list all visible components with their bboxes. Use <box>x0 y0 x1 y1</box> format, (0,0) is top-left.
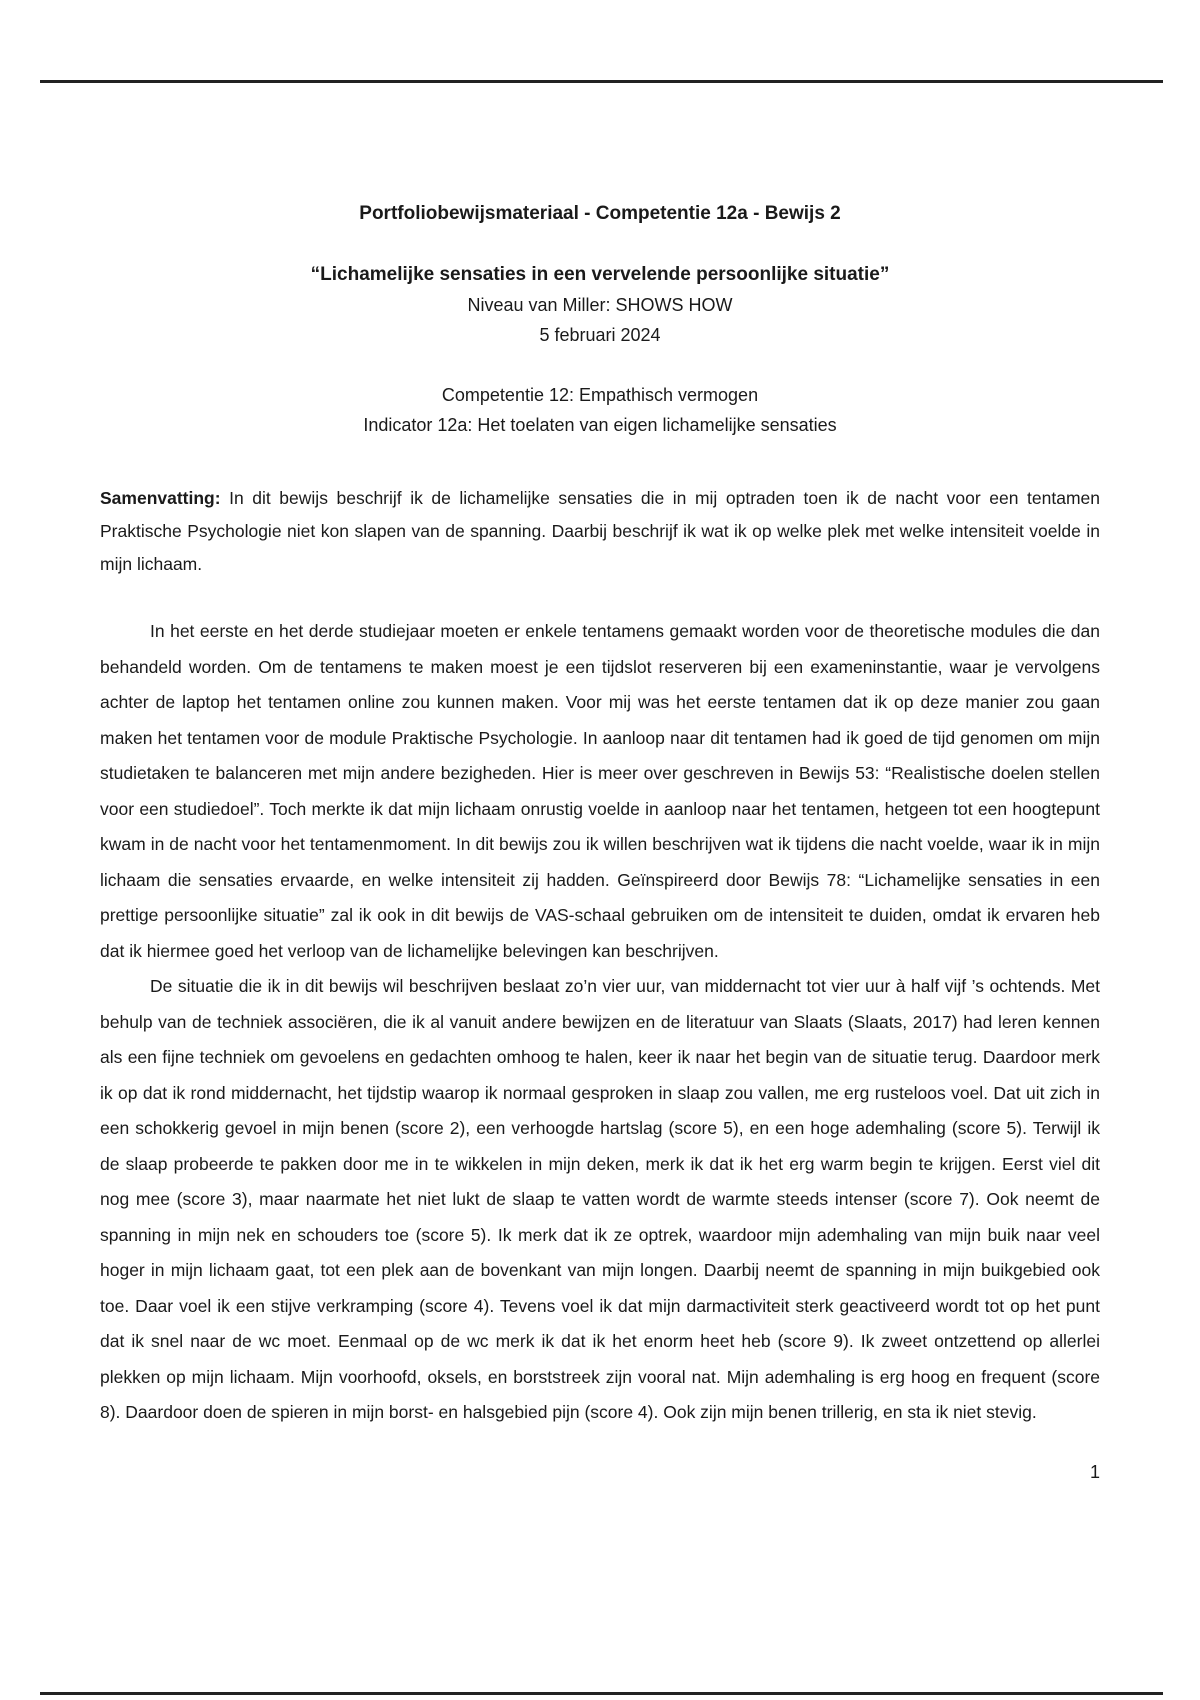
document-title: Portfoliobewijsmateriaal - Competentie 12a - Bewijs 2 <box>359 203 841 224</box>
document-date: 5 februari 2024 <box>539 325 661 345</box>
competence-line: Competentie 12: Empathisch vermogen <box>441 385 759 405</box>
body-paragraph-1: In het eerste en het derde studiejaar moeten er enkele tentamens gemaakt worden voor de theoretische modules die dan behandeld worden. Om de tentamens te maken moest je een tijdslot reserveren bij een exameninstantie, waar je vervolgens achter de laptop het tentamen online zou kunnen maken. Voor mij was het eerste tentamen dat ik op deze manier zou gaan maken het tentamen voor de module Praktische Psychologie. In aanloop naar dit tentamen had ik goed de tijd genomen om mijn studietaken te balanceren met mijn andere bezigheden. Hier is meer over geschreven in Bewijs 53: “Realistische doelen stellen voor een studiedoel”. Toch merkte ik dat mijn lichaam onrustig voelde in aanloop naar het tentamen, hetgeen tot een hoogtepunt kwam in de nacht voor het tentamenmoment. In dit bewijs zou ik willen beschrijven wat ik tijdens die nacht voelde, waar ik in mijn lichaam die sensaties ervaarde, en welke intensiteit zij hadden. Geïnspireerd door Bewijs 78: “Lichamelijke sensaties in een prettige persoonlijke situatie” zal ik ook in dit bewijs de VAS-schaal gebruiken om de intensiteit te duiden, omdat ik ervaren heb dat ik hiermee goed het verloop van de lichamelijke belevingen kan beschrijven. <box>100 621 1100 961</box>
miller-level: Niveau van Miller: SHOWS HOW <box>467 295 733 315</box>
summary-paragraph <box>100 482 1100 581</box>
bottom-rule <box>40 1692 1163 1695</box>
top-rule <box>40 80 1163 83</box>
summary-text: In dit bewijs beschrijf ik de lichamelijke sensaties die in mij optraden toen ik de nacht voor een tentamen Praktische Psychologie niet kon slapen van de spanning. Daarbij beschrijf ik wat ik op welke plek met welke intensiteit voelde in mijn lichaam. <box>100 488 1100 574</box>
document-header <box>100 200 1100 440</box>
document-subtitle: “Lichamelijke sensaties in een vervelende persoonlijke situatie” <box>310 264 890 285</box>
summary-label: Samenvatting: <box>100 488 221 508</box>
document-page <box>100 200 1100 1431</box>
indicator-line: Indicator 12a: Het toelaten van eigen lichamelijke sensaties <box>363 415 837 435</box>
body-paragraph-2: De situatie die ik in dit bewijs wil beschrijven beslaat zo’n vier uur, van middernacht tot vier uur à half vijf ’s ochtends. Met behulp van de techniek associëren, die ik al vanuit andere bewijzen en de literatuur van Slaats (Slaats, 2017) had leren kennen als een fijne techniek om gevoelens en gedachten omhoog te halen, keer ik naar het begin van de situatie terug. Daardoor merk ik op dat ik rond middernacht, het tijdstip waarop ik normaal gesproken in slaap zou vallen, me erg rusteloos voel. Dat uit zich in een schokkerig gevoel in mijn benen (score 2), een verhoogde hartslag (score 5), en een hoge ademhaling (score 5). Terwijl ik de slaap probeerde te pakken door me in te wikkelen in mijn deken, merk ik dat ik het erg warm begin te krijgen. Eerst viel dit nog mee (score 3), maar naarmate het niet lukt de slaap te vatten wordt de warmte steeds intenser (score 7). Ook neemt de spanning in mijn nek en schouders toe (score 5). Ik merk dat ik ze optrek, waardoor mijn ademhaling van mijn buik naar veel hoger in mijn lichaam gaat, tot een plek aan de bovenkant van mijn longen. Daarbij neemt de spanning in mijn buikgebied ook toe. Daar voel ik een stijve verkramping (score 4). Tevens voel ik dat mijn darmactiviteit sterk geactiveerd wordt tot op het punt dat ik snel naar de wc moet. Eenmaal op de wc merk ik dat ik het enorm heet heb (score 9). Ik zweet ontzettend op allerlei plekken op mijn lichaam. Mijn voorhoofd, oksels, en borststreek zijn vooral nat. Mijn ademhaling is erg hoog en frequent (score 8). Daardoor doen de spieren in mijn borst- en halsgebied pijn (score 4). Ook zijn mijn benen trillerig, en sta ik niet stevig. <box>100 976 1100 1422</box>
page-number: 1 <box>1089 1462 1100 1482</box>
